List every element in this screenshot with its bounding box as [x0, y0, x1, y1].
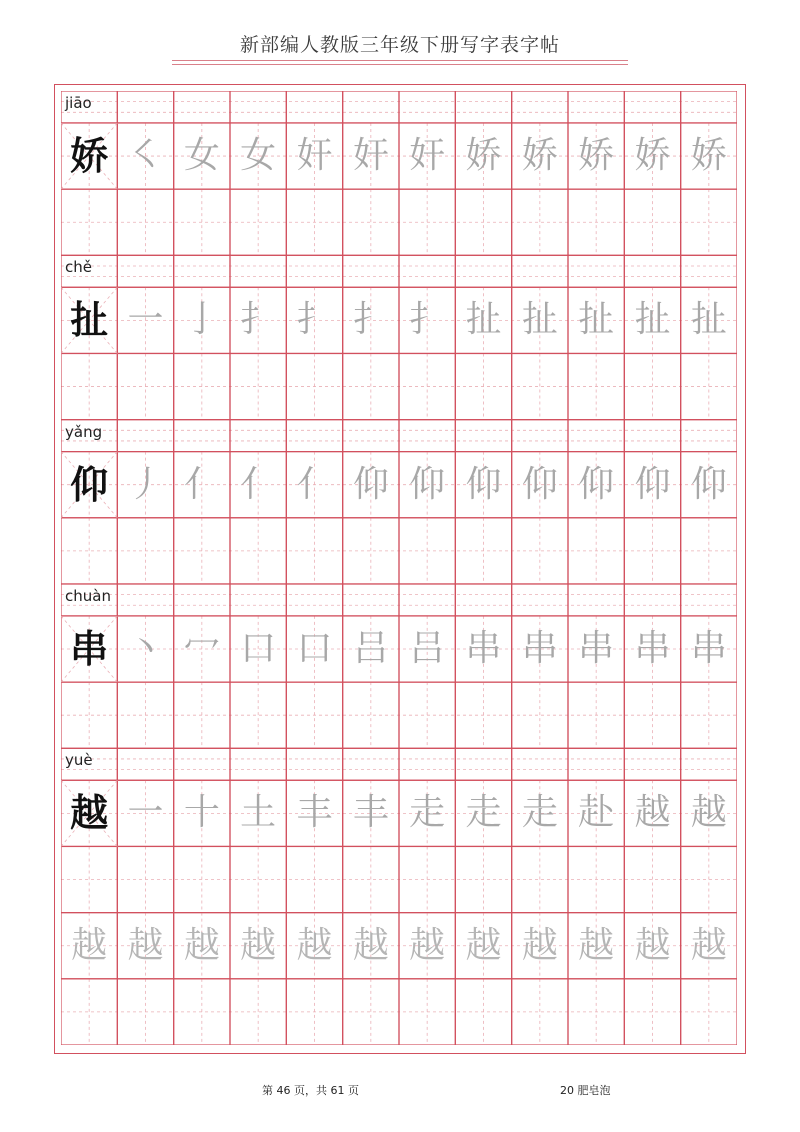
- grid-cell: [568, 255, 624, 287]
- stroke-order-step: 娇: [634, 134, 671, 176]
- lesson-source: 20 肥皂泡: [560, 1084, 611, 1097]
- grid-cell: [399, 420, 455, 452]
- grid-cell: [455, 255, 511, 287]
- grid-cell: [512, 420, 568, 452]
- grid-cell: [343, 255, 399, 287]
- grid-cell: [117, 91, 173, 123]
- grid-cell: [681, 420, 737, 452]
- grid-cell: [343, 584, 399, 616]
- stroke-order-step: 扌: [240, 299, 277, 341]
- stroke-order-step: 娇: [578, 134, 615, 176]
- trace-character: 越: [71, 924, 108, 966]
- stroke-order-step: 扯: [690, 299, 727, 341]
- trace-character: 越: [240, 924, 277, 966]
- trace-character: 越: [634, 924, 671, 966]
- stroke-order-step: 一: [127, 299, 164, 341]
- grid-cell: [286, 584, 342, 616]
- pinyin-label: yuè: [65, 751, 93, 770]
- grid-cell: [455, 584, 511, 616]
- stroke-order-step: 亻: [240, 463, 277, 505]
- stroke-order-step: 土: [240, 792, 277, 834]
- stroke-order-step: 女: [183, 134, 220, 176]
- stroke-order-step: 串: [578, 627, 615, 669]
- stroke-order-step: 走: [521, 792, 558, 834]
- grid-cell: [230, 584, 286, 616]
- grid-cell: [568, 420, 624, 452]
- stroke-order-step: 丰: [296, 792, 333, 834]
- trace-character: 越: [183, 924, 220, 966]
- grid-cell: [343, 748, 399, 780]
- stroke-order-step: 串: [634, 627, 671, 669]
- practice-grid: [61, 91, 737, 1045]
- trace-character: 越: [521, 924, 558, 966]
- stroke-order-step: 扌: [409, 299, 446, 341]
- grid-cell: [624, 420, 680, 452]
- stroke-order-step: 亻: [296, 463, 333, 505]
- stroke-order-step: 扌: [352, 299, 389, 341]
- stroke-order-step: 仰: [409, 463, 446, 505]
- pinyin-label: yǎng: [65, 422, 103, 441]
- grid-cell: [399, 748, 455, 780]
- grid-cell: [568, 748, 624, 780]
- stroke-order-step: 奸: [296, 134, 333, 176]
- grid-cell: [399, 91, 455, 123]
- grid-cell: [624, 748, 680, 780]
- grid-cell: [624, 584, 680, 616]
- stroke-order-step: 吕: [409, 627, 446, 669]
- trace-character: 越: [127, 924, 164, 966]
- grid-cell: [568, 91, 624, 123]
- stroke-order-step: 口: [296, 627, 333, 669]
- grid-cell: [174, 748, 230, 780]
- pinyin-label: chuàn: [65, 586, 111, 605]
- stroke-order-step: 仰: [352, 463, 389, 505]
- grid-cell: [174, 584, 230, 616]
- grid-cell: [117, 584, 173, 616]
- trace-character: 越: [690, 924, 727, 966]
- title-underline-top: [172, 60, 628, 61]
- model-character: 仰: [70, 461, 109, 507]
- grid-cell: [399, 255, 455, 287]
- stroke-order-step: 仰: [634, 463, 671, 505]
- trace-character: 越: [409, 924, 446, 966]
- stroke-order-step: 娇: [521, 134, 558, 176]
- stroke-order-step: 娇: [690, 134, 727, 176]
- stroke-order-step: 丰: [352, 792, 389, 834]
- grid-cell: [117, 748, 173, 780]
- stroke-order-step: 扯: [465, 299, 502, 341]
- title-underline-bottom: [172, 64, 628, 65]
- grid-cell: [286, 255, 342, 287]
- page-number: 第 46 页，共 61 页: [262, 1084, 359, 1097]
- stroke-order-step: 亻: [183, 463, 220, 505]
- stroke-order-step: 走: [465, 792, 502, 834]
- grid-cell: [174, 91, 230, 123]
- grid-cell: [343, 420, 399, 452]
- grid-cell: [455, 91, 511, 123]
- grid-cell: [455, 748, 511, 780]
- grid-cell: [230, 255, 286, 287]
- page-title: 新部编人教版三年级下册写字表字帖: [239, 34, 560, 56]
- grid-cell: [681, 91, 737, 123]
- grid-cell: [681, 748, 737, 780]
- grid-cell: [681, 584, 737, 616]
- trace-character: 越: [578, 924, 615, 966]
- grid-cell: [512, 584, 568, 616]
- grid-cell: [286, 748, 342, 780]
- stroke-order-step: 奸: [409, 134, 446, 176]
- stroke-order-step: 串: [690, 627, 727, 669]
- stroke-order-step: 丿: [127, 463, 164, 505]
- stroke-order-step: 赴: [578, 792, 615, 834]
- grid-cell: [512, 255, 568, 287]
- stroke-order-step: 串: [521, 627, 558, 669]
- stroke-order-step: 仰: [578, 463, 615, 505]
- stroke-order-step: 扯: [521, 299, 558, 341]
- grid-cell: [399, 584, 455, 616]
- grid-cell: [117, 255, 173, 287]
- stroke-order-step: 奸: [352, 134, 389, 176]
- stroke-order-step: 扯: [634, 299, 671, 341]
- grid-cell: [455, 420, 511, 452]
- grid-cell: [624, 255, 680, 287]
- stroke-order-step: 仰: [521, 463, 558, 505]
- grid-cell: [286, 420, 342, 452]
- trace-character: 越: [296, 924, 333, 966]
- grid-cell: [624, 91, 680, 123]
- model-character: 越: [70, 790, 109, 836]
- pinyin-label: chě: [65, 258, 92, 277]
- stroke-order-step: 扯: [578, 299, 615, 341]
- stroke-order-step: 娇: [465, 134, 502, 176]
- stroke-order-step: 冖: [183, 627, 220, 669]
- model-character: 串: [70, 625, 109, 671]
- stroke-order-step: 丶: [127, 627, 164, 669]
- pinyin-label: jiāo: [65, 94, 92, 112]
- trace-character: 越: [465, 924, 502, 966]
- stroke-order-step: 亅: [183, 299, 220, 341]
- grid-cell: [230, 748, 286, 780]
- trace-character: 越: [352, 924, 389, 966]
- model-character: 扯: [70, 297, 109, 343]
- grid-cell: [174, 420, 230, 452]
- stroke-order-step: 仰: [465, 463, 502, 505]
- grid-cell: [512, 748, 568, 780]
- stroke-order-step: 仰: [690, 463, 727, 505]
- grid-cell: [286, 91, 342, 123]
- stroke-order-step: 女: [240, 134, 277, 176]
- model-character: 娇: [70, 132, 109, 178]
- grid-cell: [568, 584, 624, 616]
- stroke-order-step: 吕: [352, 627, 389, 669]
- stroke-order-step: 一: [127, 792, 164, 834]
- grid-cell: [174, 255, 230, 287]
- grid-cell: [117, 420, 173, 452]
- grid-cell: [681, 255, 737, 287]
- grid-cell: [512, 91, 568, 123]
- stroke-order-step: 越: [634, 792, 671, 834]
- stroke-order-step: 扌: [296, 299, 333, 341]
- stroke-order-step: 串: [465, 627, 502, 669]
- stroke-order-step: 走: [409, 792, 446, 834]
- grid-cell: [343, 91, 399, 123]
- stroke-order-step: 越: [690, 792, 727, 834]
- stroke-order-step: 十: [183, 792, 220, 834]
- grid-cell: [230, 91, 286, 123]
- stroke-order-step: ㇛: [127, 134, 164, 176]
- grid-cell: [230, 420, 286, 452]
- stroke-order-step: 口: [240, 627, 277, 669]
